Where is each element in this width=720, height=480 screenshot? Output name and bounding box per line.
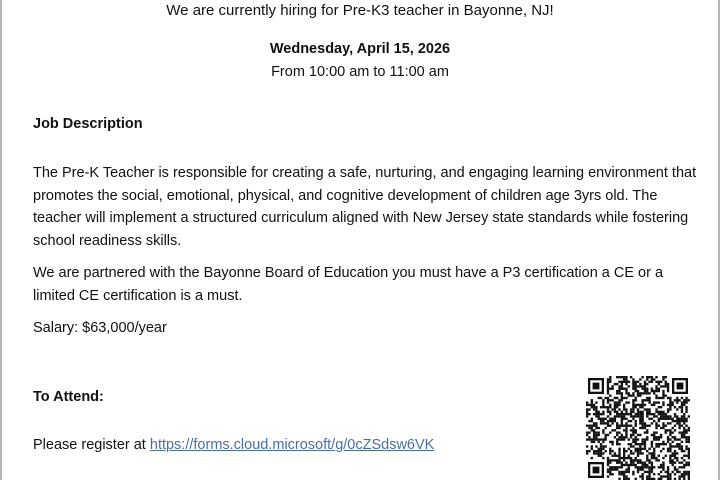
registration-link[interactable]: https://forms.cloud.microsoft/g/0cZSdsw6VK <box>149 437 435 453</box>
to-attend-heading: To Attend: <box>33 389 104 405</box>
event-date: Wednesday, April 15, 2026 <box>269 41 451 57</box>
hiring-headline: We are currently hiring for Pre-K3 teacher in Bayonne, NJ! <box>166 2 554 19</box>
job-description-paragraph: The Pre-K Teacher is responsible for creating a safe, nurturing, and engaging learning environment that promotes the social, emotional, physical, and cognitive development of children age 3yrs old. The teacher will implement a structured curriculum aligned with New Jersey state standards while fostering school readiness skills. <box>33 165 697 249</box>
certification-requirements-paragraph: We are partnered with the Bayonne Board of Education you must have a P3 certification a CE or a limited CE certification is a must. <box>33 265 664 304</box>
registration-prefix: Please register at <box>33 437 150 453</box>
registration-line <box>33 435 434 455</box>
event-time: From 10:00 am to 11:00 am <box>271 64 449 80</box>
salary-text: Salary: $63,000/year <box>33 320 167 336</box>
qr-code-icon[interactable] <box>586 376 690 480</box>
job-description-heading: Job Description <box>33 116 143 132</box>
